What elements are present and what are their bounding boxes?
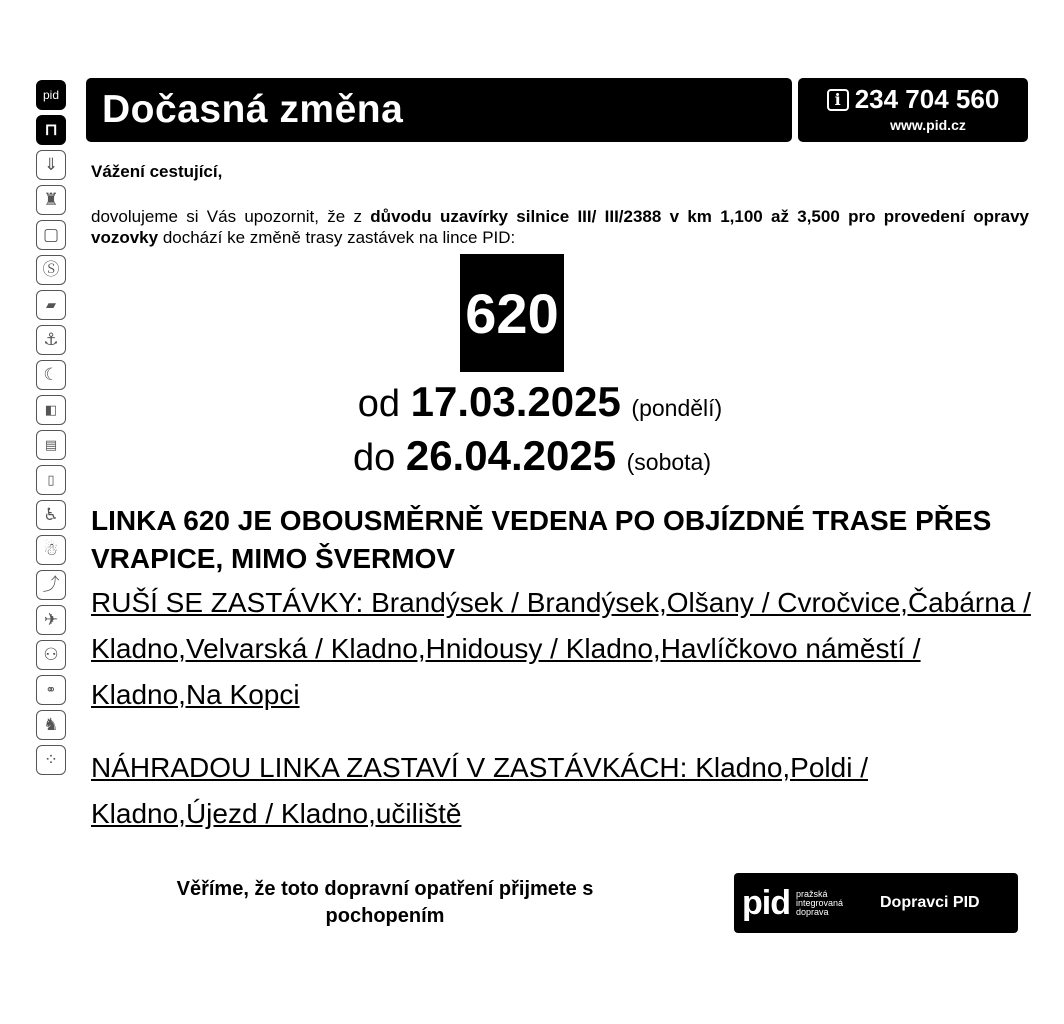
airport-icon: ✈ <box>36 605 66 635</box>
tram-icon: ⊓ <box>36 115 66 145</box>
footer-badge <box>734 873 1018 933</box>
info-icon: i <box>827 89 849 111</box>
from-word: od <box>357 383 401 425</box>
from-date: 17.03.2025 <box>410 378 621 425</box>
intro-paragraph <box>91 206 1029 248</box>
s-train-icon: Ⓢ <box>36 255 66 285</box>
intro-post: dochází ke změně trasy zastávek na lince PID: <box>158 228 516 247</box>
intro-bold: důvodu uzavírky silnice III/ III/2388 v km 1,100 až 3,500 pro provedení opravy vozovky <box>91 207 1029 247</box>
greeting: Vážení cestující, <box>91 162 223 181</box>
notice-header <box>86 78 792 142</box>
wheelchair-icon: ♿ <box>36 500 66 530</box>
cancelled-stops: RUŠÍ SE ZASTÁVKY: Brandýsek / Brandýsek,Olšany / Cvročvice,Čabárna / Kladno,Velvarská / Kladno,Hnidousy / Kladno,Havlíčkovo náměstí / Kladno,Na Kopci <box>91 587 1031 710</box>
dog-icon: ♞ <box>36 710 66 740</box>
ferry-icon: ⚓ <box>36 325 66 355</box>
to-day: (sobota) <box>626 449 711 475</box>
pid-logo-icon: pid <box>36 80 66 110</box>
pid-logo-subtitle: pražská integrovaná doprava <box>795 888 844 917</box>
sms-ticket-icon: ▯ <box>36 465 66 495</box>
bicycle-icon: ⚭ <box>36 675 66 705</box>
website: www.pid.cz <box>890 117 966 133</box>
family-icon: ☃ <box>36 535 66 565</box>
intro-pre: dovolujeme si Vás upozornit, že z <box>91 207 371 226</box>
date-from <box>8 378 1064 426</box>
replacement-stops: NÁHRADOU LINKA ZASTAVÍ V ZASTÁVKÁCH: Kladno,Poldi / Kladno,Újezd / Kladno,učiliště <box>91 752 868 829</box>
from-day: (pondělí) <box>631 395 723 421</box>
night-icon: ☾ <box>36 360 66 390</box>
info-phone <box>798 84 1028 115</box>
line-number-badge: 620 <box>460 254 564 372</box>
stroller-icon: ⚇ <box>36 640 66 670</box>
train-icon: ♜ <box>36 185 66 215</box>
pid-logo: pid <box>742 883 790 922</box>
operators-label: Dopravci PID <box>879 894 980 911</box>
ticket-machine-icon: ▤ <box>36 430 66 460</box>
to-word: do <box>353 437 396 479</box>
date-to <box>0 432 1064 480</box>
route-description: LINKA 620 JE OBOUSMĚRNĚ VEDENA PO OBJÍZDNÉ TRASE PŘES VRAPICE, MIMO ŠVERMOV <box>91 505 992 574</box>
bus-icon: ▢ <box>36 220 66 250</box>
ticket-icon: ◧ <box>36 395 66 425</box>
funicular-icon: ▰ <box>36 290 66 320</box>
to-date: 26.04.2025 <box>405 432 617 479</box>
icon-column <box>36 80 70 780</box>
escalator-icon: ⤴ <box>36 570 66 600</box>
page-title: Dočasná změna <box>102 88 404 131</box>
phone-number: 234 704 560 <box>854 84 1000 114</box>
walking-icon: ⁘ <box>36 745 66 775</box>
metro-icon: ⇓ <box>36 150 66 180</box>
thanks-message: Věříme, že toto dopravní opatření přijmete s pochopením <box>176 878 594 927</box>
info-box <box>798 78 1028 142</box>
